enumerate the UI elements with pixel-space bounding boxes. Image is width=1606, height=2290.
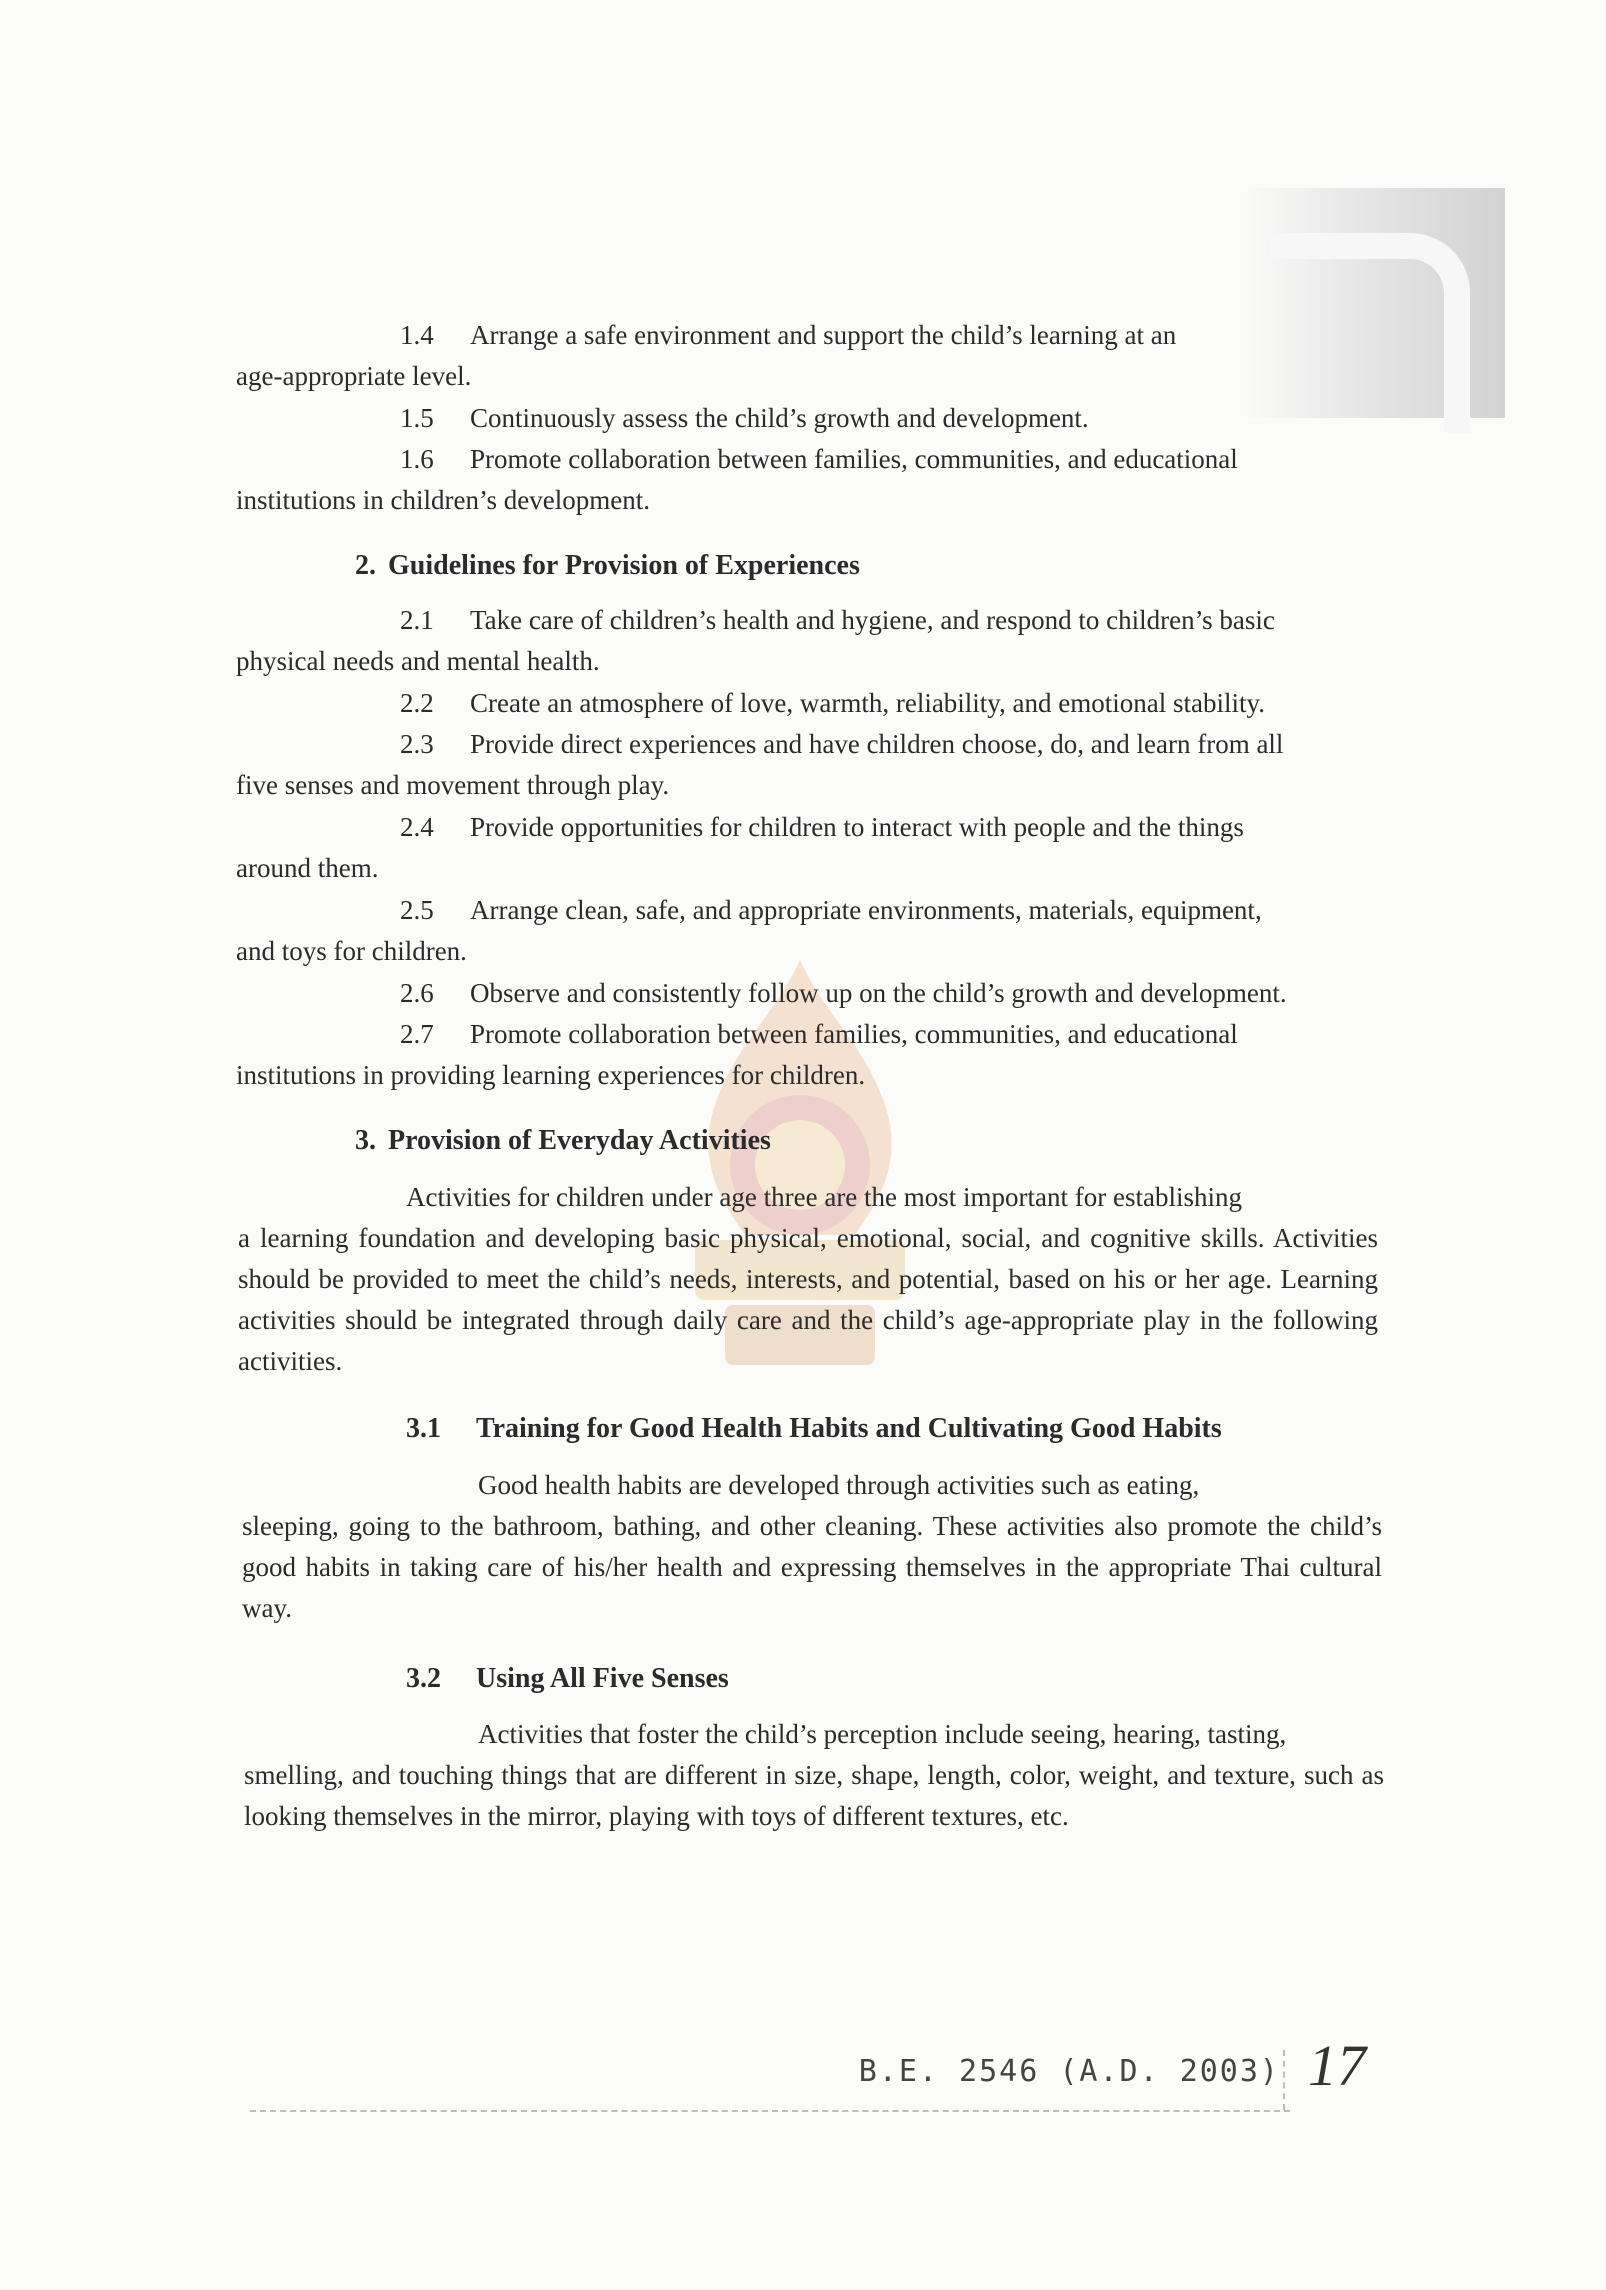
item-text: Continuously assess the child’s growth and development. bbox=[470, 403, 1089, 433]
item-continuation: around them. bbox=[236, 853, 379, 883]
item-number: 2.6 bbox=[400, 978, 434, 1008]
intro-body: a learning foundation and developing basic physical, emotional, social, and cognitive skills. Activities should be provided to meet the child’s needs, interests, and potential, based on his or her age. Learning activities should be integrated through daily care and the child’s age-appropriate play in the following activities. bbox=[238, 1223, 1378, 1376]
item-number: 1.5 bbox=[400, 403, 434, 433]
item-continuation: institutions in providing learning experiences for children. bbox=[236, 1060, 866, 1090]
item-1-5 bbox=[236, 398, 1376, 439]
item-number: 2.2 bbox=[400, 688, 434, 718]
item-continuation: age-appropriate level. bbox=[236, 361, 472, 391]
footer-rule bbox=[250, 2110, 1290, 2112]
item-text: Promote collaboration between families, communities, and educational bbox=[470, 444, 1238, 474]
intro-first-line: Activities for children under age three are the most important for establishing bbox=[406, 1182, 1242, 1212]
item-text: Promote collaboration between families, communities, and educational bbox=[470, 1019, 1238, 1049]
item-text: Arrange a safe environment and support the child’s learning at an bbox=[470, 320, 1177, 350]
item-2-4 bbox=[236, 807, 1376, 889]
item-2-3 bbox=[236, 724, 1376, 806]
item-2-7 bbox=[236, 1014, 1376, 1096]
item-text: Provide opportunities for children to interact with people and the things bbox=[470, 812, 1244, 842]
item-number: 2.5 bbox=[400, 895, 434, 925]
item-continuation: institutions in children’s development. bbox=[236, 485, 650, 515]
item-1-6 bbox=[236, 439, 1376, 521]
item-continuation: physical needs and mental health. bbox=[236, 646, 600, 676]
sub-body: sleeping, going to the bathroom, bathing, and other cleaning. These activities also promote the child’s good habits in taking care of his/her health and expressing themselves in the appropriate Thai cultural way. bbox=[242, 1511, 1382, 1623]
section-3-heading: 3. Provision of Everyday Activities bbox=[355, 1125, 771, 1156]
section-3-intro bbox=[238, 1177, 1378, 1382]
item-number: 2.4 bbox=[400, 812, 434, 842]
subsection-3-1-heading: 3.1 Training for Good Health Habits and Cultivating Good Habits bbox=[406, 1413, 1222, 1444]
footer-separator bbox=[1283, 2050, 1285, 2110]
sub-first-line: Activities that foster the child’s perception include seeing, hearing, tasting, bbox=[478, 1719, 1287, 1749]
item-number: 2.1 bbox=[400, 605, 434, 635]
item-number: 2.3 bbox=[400, 729, 434, 759]
item-continuation: five senses and movement through play. bbox=[236, 770, 670, 800]
sub-first-line: Good health habits are developed through activities such as eating, bbox=[478, 1470, 1200, 1500]
item-2-5 bbox=[236, 890, 1376, 972]
item-2-1 bbox=[236, 600, 1376, 682]
subsection-3-2-body bbox=[244, 1714, 1384, 1837]
item-text: Arrange clean, safe, and appropriate environments, materials, equipment, bbox=[470, 895, 1262, 925]
item-text: Take care of children’s health and hygiene, and respond to children’s basic bbox=[470, 605, 1275, 635]
item-number: 1.6 bbox=[400, 444, 434, 474]
item-1-4 bbox=[236, 315, 1376, 397]
page-footer bbox=[250, 2033, 1390, 2120]
item-2-6 bbox=[236, 973, 1376, 1014]
item-number: 2.7 bbox=[400, 1019, 434, 1049]
sub-body: smelling, and touching things that are different in size, shape, length, color, weight, and texture, such as looking themselves in the mirror, playing with toys of different textures, etc. bbox=[244, 1760, 1384, 1831]
page-number: 17 bbox=[1308, 2033, 1366, 2098]
item-continuation: and toys for children. bbox=[236, 936, 467, 966]
item-2-2 bbox=[236, 683, 1376, 724]
item-number: 1.4 bbox=[400, 320, 434, 350]
section-2-heading: 2. Guidelines for Provision of Experiences bbox=[355, 550, 860, 581]
subsection-3-1-body bbox=[242, 1465, 1382, 1629]
item-text: Create an atmosphere of love, warmth, reliability, and emotional stability. bbox=[470, 688, 1266, 718]
subsection-3-2-heading: 3.2 Using All Five Senses bbox=[406, 1663, 729, 1694]
item-text: Provide direct experiences and have children choose, do, and learn from all bbox=[470, 729, 1284, 759]
footer-date: B.E. 2546 (A.D. 2003) bbox=[858, 2054, 1280, 2089]
item-text: Observe and consistently follow up on the child’s growth and development. bbox=[470, 978, 1287, 1008]
